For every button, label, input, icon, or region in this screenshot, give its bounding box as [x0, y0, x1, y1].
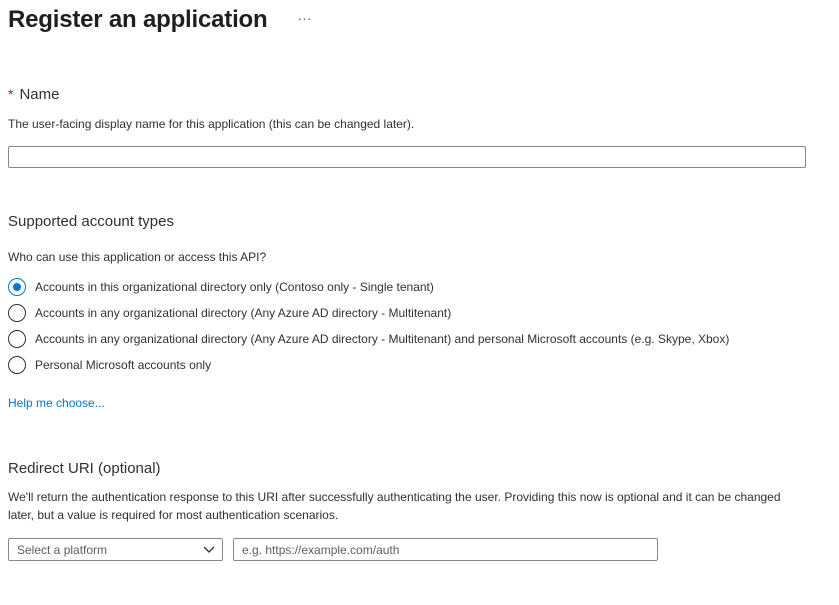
chevron-down-icon	[202, 545, 216, 555]
more-options-button[interactable]: ···	[297, 10, 312, 26]
name-heading	[8, 86, 59, 103]
redirect-uri-help-text: We'll return the authentication response to this URI after successfully authenticating the user. Providing this now is optional and it can be changed later, but a value is required for most authentication scenarios.	[8, 490, 781, 522]
platform-select[interactable]	[8, 538, 223, 561]
account-types-question: Who can use this application or access this API?	[8, 250, 267, 264]
account-type-option-multitenant-personal[interactable]	[8, 326, 729, 352]
radio-label: Personal Microsoft accounts only	[35, 358, 212, 372]
name-heading-label: Name	[19, 86, 60, 103]
title-row	[8, 6, 315, 34]
radio-unchecked-icon[interactable]	[8, 330, 26, 348]
name-input[interactable]	[8, 146, 806, 168]
required-marker: *	[8, 86, 14, 102]
radio-unchecked-icon[interactable]	[8, 304, 26, 322]
redirect-uri-heading: Redirect URI (optional)	[8, 460, 161, 477]
account-type-option-single-tenant[interactable]	[8, 274, 729, 300]
help-me-choose-link[interactable]: Help me choose...	[8, 396, 105, 410]
radio-label: Accounts in this organizational directory only (Contoso only - Single tenant)	[35, 280, 434, 294]
radio-checked-icon[interactable]	[8, 278, 26, 296]
radio-unchecked-icon[interactable]	[8, 356, 26, 374]
account-types-heading: Supported account types	[8, 213, 174, 230]
name-help-text: The user-facing display name for this application (this can be changed later).	[8, 117, 415, 131]
account-type-option-multitenant[interactable]	[8, 300, 729, 326]
page-title: Register an application	[8, 6, 268, 33]
account-type-option-personal-only[interactable]	[8, 352, 729, 378]
radio-label: Accounts in any organizational directory (Any Azure AD directory - Multitenant)	[35, 306, 452, 320]
radio-label: Accounts in any organizational directory (Any Azure AD directory - Multitenant) and personal Microsoft accounts (e.g. Skype, Xbox)	[35, 332, 730, 346]
redirect-uri-input[interactable]	[233, 538, 658, 561]
platform-select-placeholder: Select a platform	[17, 542, 108, 557]
account-type-radio-group	[8, 274, 729, 378]
